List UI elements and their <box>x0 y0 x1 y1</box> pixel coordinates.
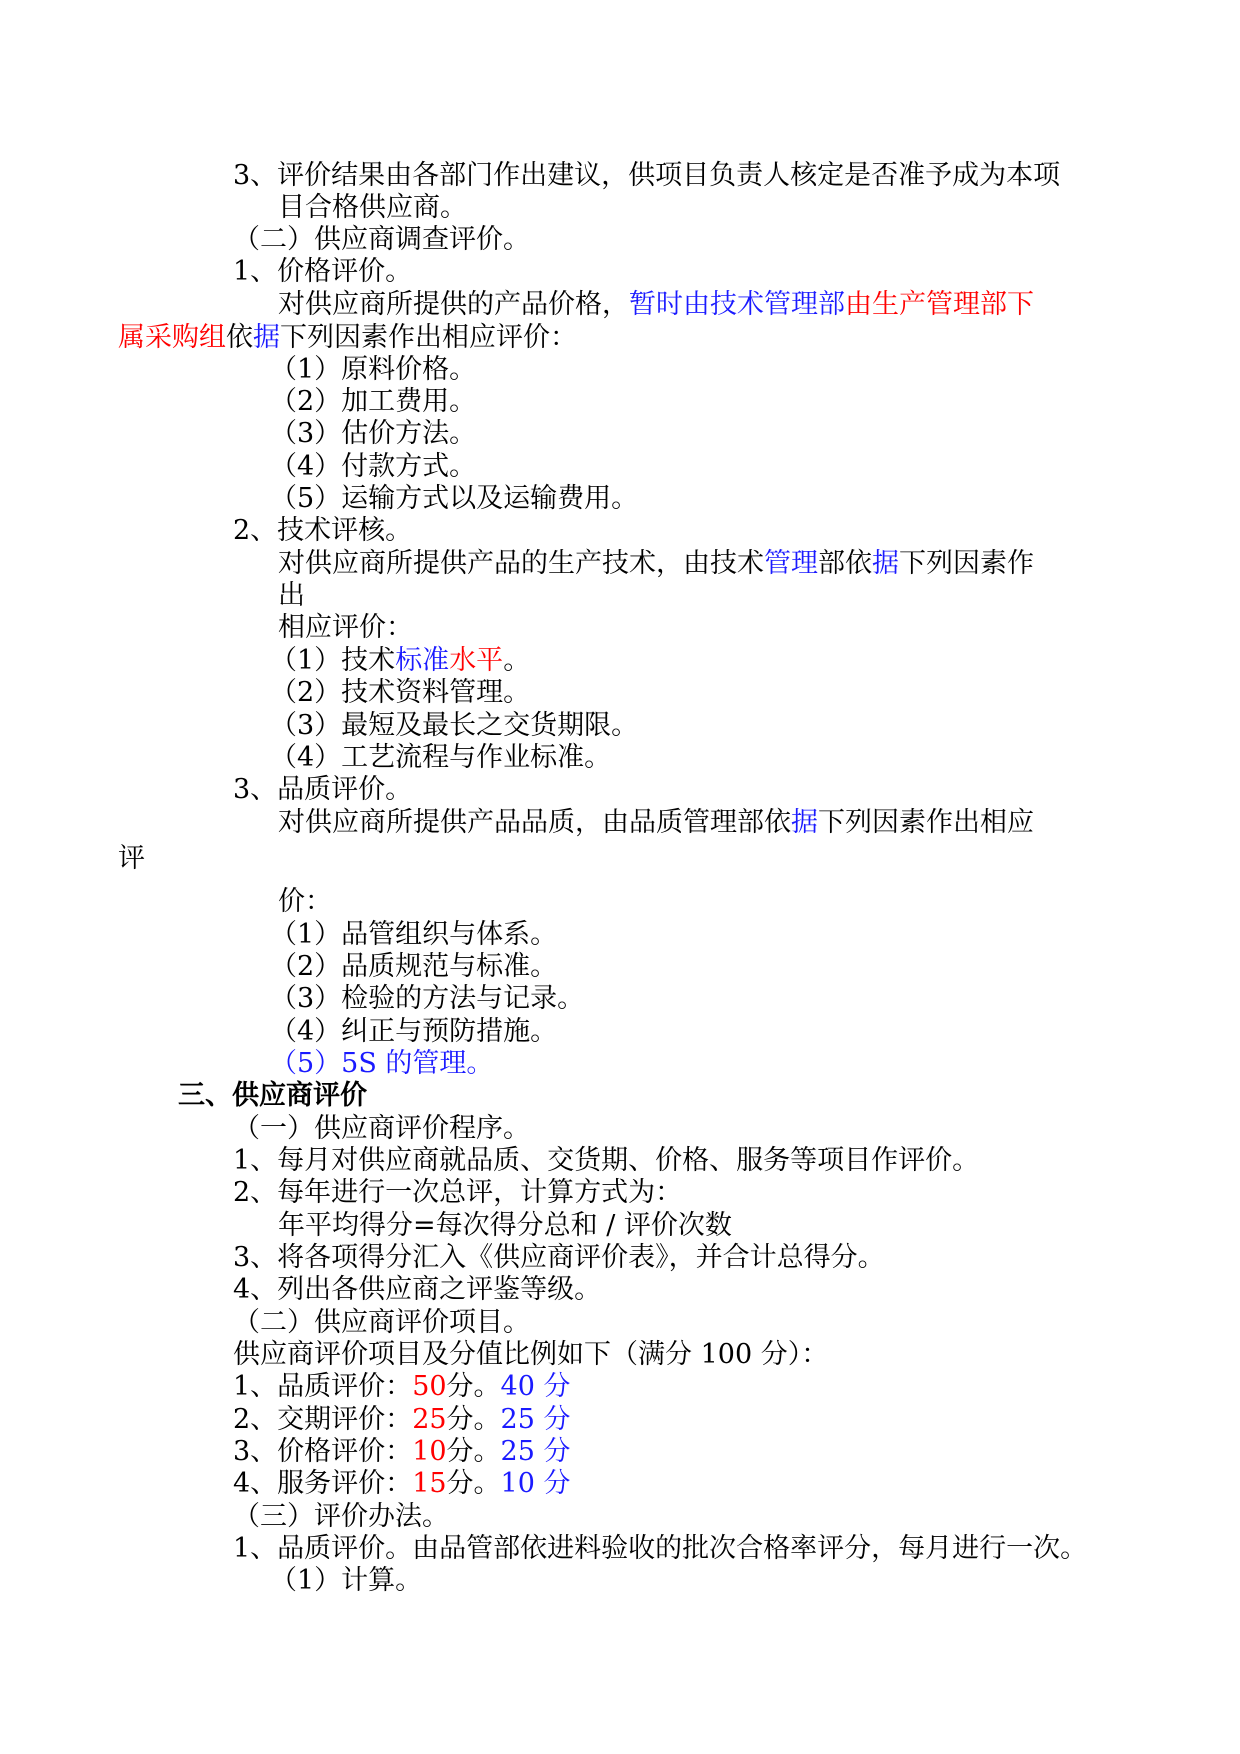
text-run: 下列因素作出相应 <box>818 807 1034 838</box>
paragraph-line: 1、每月对供应商就品质、交货期、价格、服务等项目作评价。 <box>233 1145 980 1176</box>
score-new-value: 40 分 <box>500 1371 571 1402</box>
text-run: 部依 <box>818 548 872 579</box>
score-new-value: 25 分 <box>500 1404 571 1435</box>
subsection-heading: （三）评价办法。 <box>233 1501 449 1532</box>
score-unit: 分。 <box>446 1371 501 1402</box>
revision-insert: 据 <box>872 548 899 579</box>
paragraph-line: 评 <box>118 843 145 874</box>
list-item: （2）技术资料管理。 <box>270 677 531 708</box>
text-run: 对供应商所提供产品的生产技术，由技术 <box>278 548 764 579</box>
paragraph-line <box>278 289 1034 321</box>
list-item: （1）计算。 <box>270 1565 423 1596</box>
score-label: 4、服务评价： <box>233 1468 413 1499</box>
list-item: （5）运输方式以及运输费用。 <box>270 483 639 514</box>
paragraph-line: 1、品质评价。由品管部依进料验收的批次合格率评分，每月进行一次。 <box>233 1533 1088 1564</box>
list-item: （5）5S 的管理。 <box>270 1048 494 1079</box>
score-unit: 分。 <box>446 1404 501 1435</box>
list-item: （3）检验的方法与记录。 <box>270 983 585 1014</box>
list-item: （4）工艺流程与作业标准。 <box>270 742 612 773</box>
list-item: （1）品管组织与体系。 <box>270 919 558 950</box>
revision-insert: 据 <box>791 807 818 838</box>
score-new-value: 10 分 <box>500 1468 571 1499</box>
item-title: 3、品质评价。 <box>233 774 413 805</box>
text-run: 。 <box>503 645 531 676</box>
paragraph-line <box>278 807 1034 839</box>
formula: 年平均得分=每次得分总和 / 评价次数 <box>278 1210 732 1241</box>
section-heading: 三、供应商评价 <box>178 1080 367 1111</box>
score-line <box>233 1436 571 1468</box>
revision-insert: 标准 <box>395 645 450 676</box>
list-item <box>270 645 530 677</box>
score-line <box>233 1404 571 1436</box>
list-item: （3）最短及最长之交货期限。 <box>270 710 639 741</box>
revision-delete: 由生产管理部下 <box>845 289 1034 320</box>
revision-insert: 据 <box>253 322 280 353</box>
paragraph-line: 出 <box>278 580 305 611</box>
paragraph-line <box>278 548 1034 580</box>
score-unit: 分。 <box>446 1468 501 1499</box>
score-old-value: 15 <box>412 1468 447 1499</box>
revision-insert: 管理 <box>764 548 818 579</box>
paragraph-line: 2、每年进行一次总评，计算方式为： <box>233 1177 683 1208</box>
paragraph-line: 目合格供应商。 <box>278 192 467 223</box>
subsection-heading: （二）供应商调查评价。 <box>233 224 530 255</box>
text-run: 对供应商所提供的产品价格， <box>278 289 629 320</box>
subsection-heading: （一）供应商评价程序。 <box>233 1113 530 1144</box>
list-item: （4）纠正与预防措施。 <box>270 1016 558 1047</box>
paragraph-line: 价： <box>278 886 332 917</box>
list-item: （1）原料价格。 <box>270 354 477 385</box>
revision-insert: 暂时由技术管理部 <box>629 289 845 320</box>
score-label: 1、品质评价： <box>233 1371 413 1402</box>
text-run: 下列因素作 <box>899 548 1034 579</box>
paragraph-line: 4、列出各供应商之评鉴等级。 <box>233 1274 602 1305</box>
text-run: 对供应商所提供产品品质，由品质管理部依 <box>278 807 791 838</box>
subsection-heading: （二）供应商评价项目。 <box>233 1307 530 1338</box>
score-old-value: 10 <box>412 1436 447 1467</box>
paragraph-line: 相应评价： <box>278 612 413 643</box>
paragraph-line <box>118 322 577 354</box>
list-item: （2）加工费用。 <box>270 386 477 417</box>
score-old-value: 50 <box>412 1371 447 1402</box>
item-title: 2、技术评核。 <box>233 515 413 546</box>
item-title: 1、价格评价。 <box>233 256 413 287</box>
list-item: （4）付款方式。 <box>270 451 477 482</box>
text-run: （1）技术 <box>270 645 396 676</box>
text-run: 下列因素作出相应评价： <box>280 322 577 353</box>
score-old-value: 25 <box>412 1404 447 1435</box>
list-item: （3）估价方法。 <box>270 418 477 449</box>
paragraph-line: 3、将各项得分汇入《供应商评价表》，并合计总得分。 <box>233 1242 885 1273</box>
score-line <box>233 1468 571 1500</box>
score-unit: 分。 <box>446 1436 501 1467</box>
score-label: 2、交期评价： <box>233 1404 413 1435</box>
revision-delete: 水平 <box>449 645 504 676</box>
paragraph-line: 供应商评价项目及分值比例如下（满分 100 分）： <box>233 1339 829 1370</box>
list-item: （2）品质规范与标准。 <box>270 951 558 982</box>
score-label: 3、价格评价： <box>233 1436 413 1467</box>
text-run: 依 <box>226 322 253 353</box>
revision-delete: 属采购组 <box>118 322 226 353</box>
score-line <box>233 1371 571 1403</box>
score-new-value: 25 分 <box>500 1436 571 1467</box>
paragraph-line: 3、评价结果由各部门作出建议，供项目负责人核定是否准予成为本项 <box>233 160 1061 191</box>
